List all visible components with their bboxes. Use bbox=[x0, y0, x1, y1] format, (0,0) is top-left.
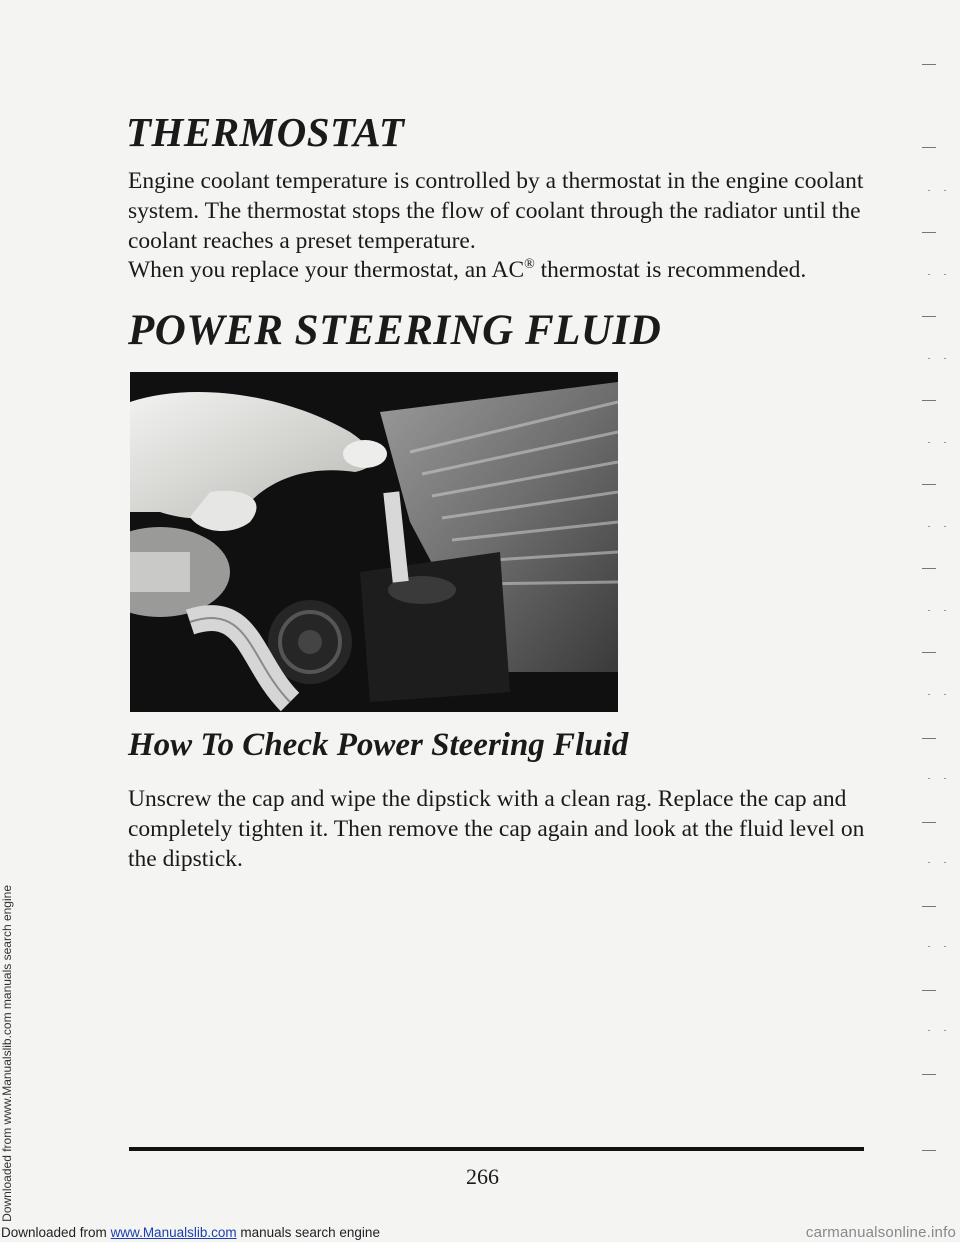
page-number: 266 bbox=[466, 1164, 499, 1189]
registered-mark: ® bbox=[524, 257, 535, 272]
check-fluid-paragraph: Unscrew the cap and wipe the dipstick with a clean rag. Replace the cap and completely tighten it. Then remove the cap again and look at the fluid level on the dipstick. bbox=[128, 786, 865, 872]
power-steering-heading: POWER STEERING FLUID bbox=[128, 307, 662, 354]
side-download-strip bbox=[0, 0, 16, 1224]
engine-photo bbox=[130, 372, 618, 712]
recommendation-text-end: thermostat is recommended. bbox=[534, 256, 807, 283]
download-suffix: manuals search engine bbox=[236, 1225, 380, 1240]
footer-rule bbox=[129, 1147, 864, 1151]
side-download-text: Downloaded from www.Manualslib.com manuals search engine bbox=[0, 885, 14, 1222]
thermostat-paragraph: Engine coolant temperature is controlled by a thermostat in the engine coolant system. The thermostat stops the flow of coolant through the radiator until the coolant reaches a preset temperature. bbox=[128, 168, 864, 254]
recommendation-text-start: When you replace your thermostat, an AC bbox=[128, 256, 525, 283]
engine-photo-illustration bbox=[130, 372, 618, 712]
download-notice bbox=[1, 1225, 380, 1240]
watermark-text: carmanualsonline.info bbox=[805, 1224, 956, 1241]
how-to-check-heading: How To Check Power Steering Fluid bbox=[128, 727, 629, 763]
download-prefix: Downloaded from bbox=[1, 1225, 111, 1240]
thermostat-heading: THERMOSTAT bbox=[126, 109, 405, 155]
thermostat-recommendation bbox=[128, 250, 888, 285]
download-footer bbox=[0, 1224, 960, 1242]
manualslib-link[interactable]: www.Manualslib.com bbox=[110, 1225, 237, 1240]
